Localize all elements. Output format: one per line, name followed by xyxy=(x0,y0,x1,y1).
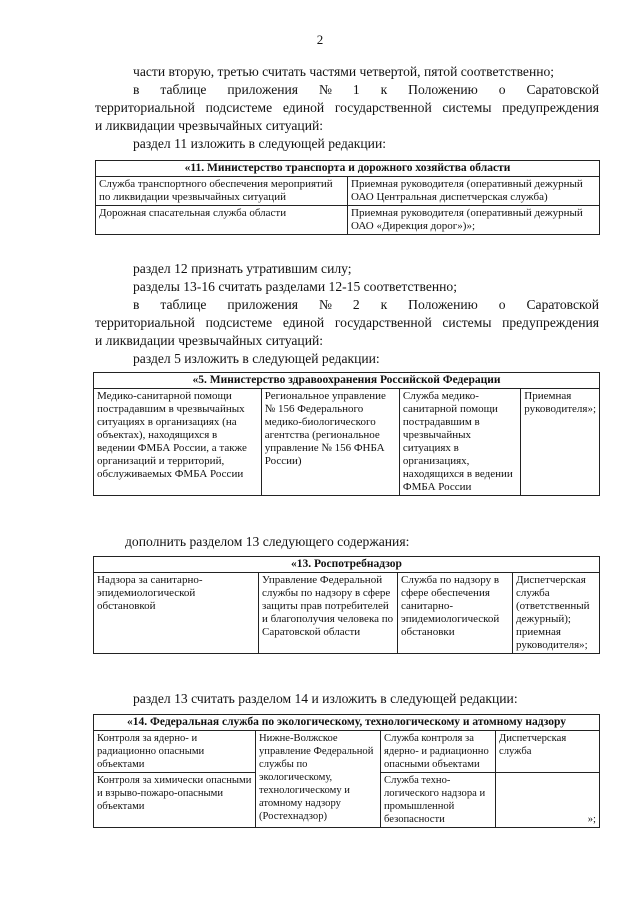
word: к xyxy=(380,297,388,312)
table-cell: Нижне-Волжское управление Федеральной службы по экологическому, технологическому и атомному надзору (Ростехнадзор) xyxy=(256,731,381,828)
table-cell: Приемная руководителя (оперативный дежурный ОАО «Дирекция дорог»)»; xyxy=(348,206,600,235)
word: таблице xyxy=(160,82,207,97)
table-cell: Служба по надзору в сфере обеспечения санитарно-эпидемиологической обстановки xyxy=(398,573,513,654)
paragraph-3: раздел 11 изложить в следующей редакции: xyxy=(133,136,387,151)
word: таблице xyxy=(160,297,207,312)
table-cell: Дорожная спасательная служба области xyxy=(96,206,348,235)
paragraph-6-line-2: территориальной подсистеме единой государственной системы предупреждения xyxy=(95,315,599,330)
table-cell: Служба контроля за ядерно- и радиационно опасными объектами xyxy=(381,731,496,773)
table-cell: Медико-санитарной помощи пострадавшим в чрезвычайных ситуациях в организациях (на объектах), находящихся в ведении ФМБА России, а также организаций и территорий, обслуживаемых ФМБА России xyxy=(94,389,262,496)
table-cell: Региональное управление № 156 Федерального медико-биологического агентства (региональное управление № 156 ФНБА России) xyxy=(261,389,399,496)
paragraph-2-first-line xyxy=(133,81,599,99)
table-cell: Контроля за химически опасными и взрыво-пожаро-опасными объектами xyxy=(94,773,256,828)
paragraph-6-first-line xyxy=(133,296,599,314)
paragraph-4: раздел 12 признать утратившим силу; xyxy=(133,261,352,276)
table-cell: Приемная руководителя (оперативный дежурный ОАО Центральная диспетчерская служба) xyxy=(348,177,600,206)
table-header: «14. Федеральная служба по экологическому, технологическому и атомному надзору xyxy=(94,715,600,731)
paragraph-7: раздел 5 изложить в следующей редакции: xyxy=(133,351,380,366)
table-cell: »; xyxy=(496,773,600,828)
word: о xyxy=(498,297,506,312)
word: 2 xyxy=(352,297,360,312)
paragraph-2-line-3: и ликвидации чрезвычайных ситуаций: xyxy=(95,118,324,133)
word: в xyxy=(133,82,140,97)
table-row xyxy=(96,177,600,206)
word: приложения xyxy=(227,82,299,97)
word: о xyxy=(498,82,506,97)
word: № xyxy=(318,297,332,312)
paragraph-5: разделы 13-16 считать разделами 12-15 соответственно; xyxy=(133,279,457,294)
table-section-11 xyxy=(95,160,600,235)
table-section-13 xyxy=(93,556,600,654)
paragraph-9: раздел 13 считать разделом 14 и изложить в следующей редакции: xyxy=(133,691,518,706)
page-number: 2 xyxy=(316,32,324,47)
table-row xyxy=(96,206,600,235)
table-cell: Служба транспортного обеспечения мероприятий по ликвидации чрезвычайных ситуаций xyxy=(96,177,348,206)
table-row xyxy=(94,573,600,654)
table-cell: Надзора за санитарно-эпидемиологической обстановкой xyxy=(94,573,259,654)
paragraph-2-line-2: территориальной подсистеме единой государственной системы предупреждения xyxy=(95,100,599,115)
paragraph-6-line-3: и ликвидации чрезвычайных ситуаций: xyxy=(95,333,324,348)
table-cell: Управление Федеральной службы по надзору в сфере защиты прав потребителей и благополучия человека по Саратовской области xyxy=(259,573,398,654)
word: Саратовской xyxy=(526,297,599,312)
word: приложения xyxy=(227,297,299,312)
table-row xyxy=(94,731,600,773)
word: Положению xyxy=(408,297,478,312)
table-cell: Контроля за ядерно- и радиационно опасными объектами xyxy=(94,731,256,773)
table-cell: Служба медико-санитарной помощи пострадавшим в чрезвычайных ситуациях в организациях, находящихся в ведении ФМБА России xyxy=(399,389,520,496)
word: Саратовской xyxy=(526,82,599,97)
table-row xyxy=(94,389,600,496)
table-cell: Диспетчерская служба (ответственный дежурный); приемная руководителя»; xyxy=(513,573,600,654)
paragraph-1: части вторую, третью считать частями четвертой, пятой соответственно; xyxy=(133,64,555,79)
word: № xyxy=(318,82,332,97)
table-header: «13. Роспотребнадзор xyxy=(94,557,600,573)
table-cell: Служба техно-логического надзора и промышленной безопасности xyxy=(381,773,496,828)
table-cell: Приемная руководителя»; xyxy=(521,389,600,496)
table-section-5 xyxy=(93,372,600,496)
table-header: «5. Министерство здравоохранения Российской Федерации xyxy=(94,373,600,389)
paragraph-8: дополнить разделом 13 следующего содержания: xyxy=(125,534,410,549)
word: в xyxy=(133,297,140,312)
table-section-14 xyxy=(93,714,600,828)
table-cell: Диспетчерская служба xyxy=(496,731,600,773)
word: Положению xyxy=(408,82,478,97)
word: к xyxy=(380,82,388,97)
table-header: «11. Министерство транспорта и дорожного хозяйства области xyxy=(96,161,600,177)
word: 1 xyxy=(352,82,360,97)
